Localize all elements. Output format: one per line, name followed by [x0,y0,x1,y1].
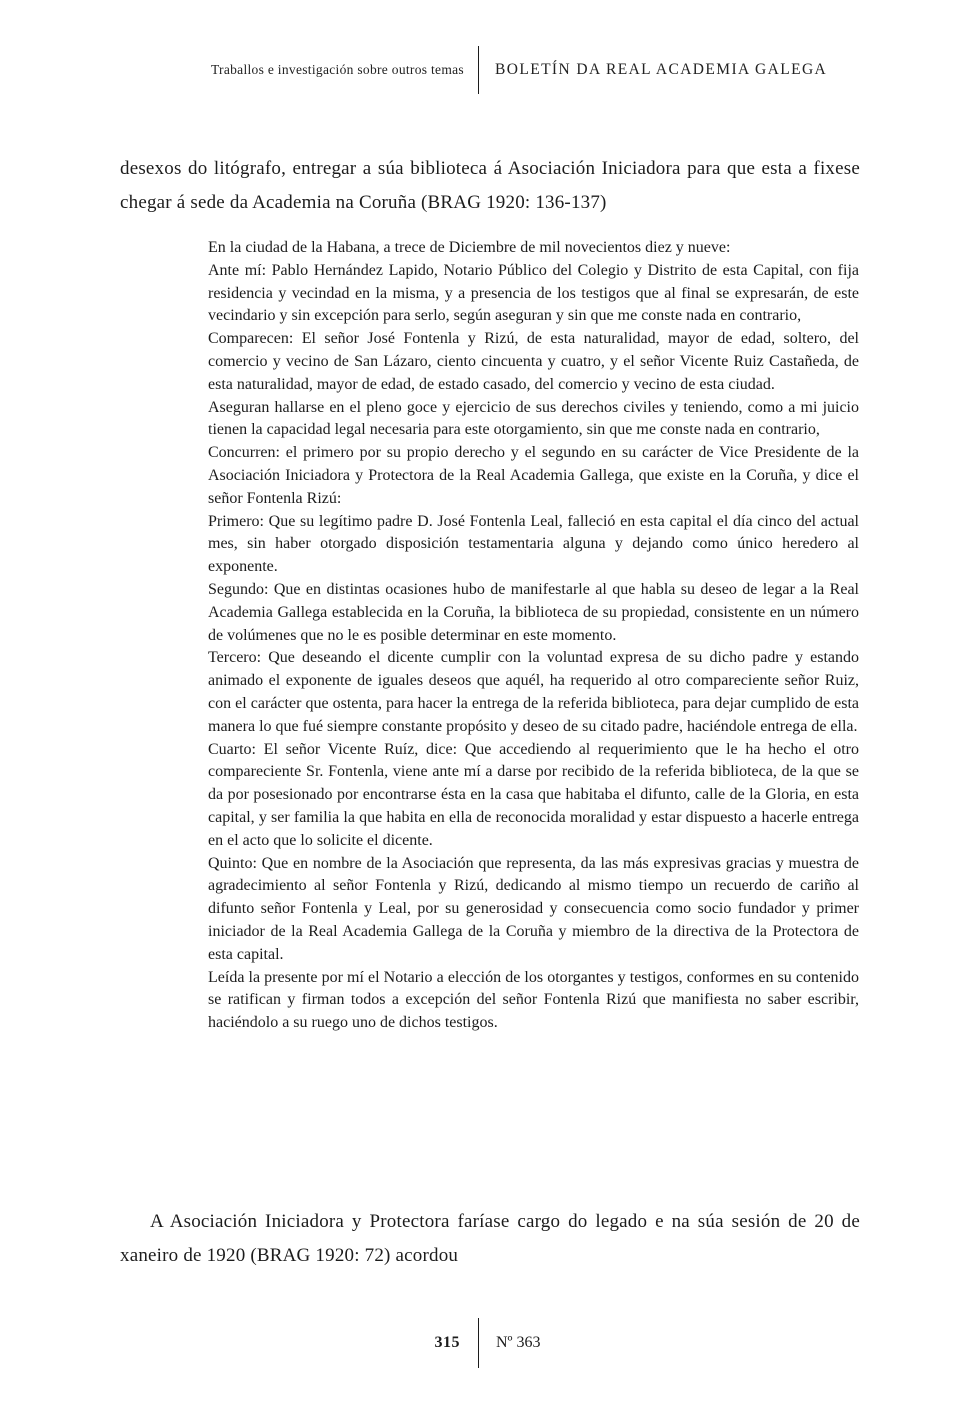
intro-paragraph: desexos do litógrafo, entregar a súa biblioteca á Asociación Iniciadora para que esta a fixese chegar á sede da Academia na Coruña (BRAG 1920: 136-137) [120,158,860,213]
quote-paragraph: Ante mí: Pablo Hernández Lapido, Notario Público del Colegio y Distrito de esta Capital, con fija residencia y vecindad en la misma, y a presencia de los testigos que al final se expresarán, de este vecindario y sin excepción para serlo, según aseguran y sin que me conste nada en contrario, [208,261,859,325]
section-title: Traballos e investigación sobre outros temas [210,62,464,77]
quote-paragraph: Tercero: Que deseando el dicente cumplir con la voluntad expresa de su dicho padre y estando animado el exponente de iguales deseos que aquél, ha requerido al otro compareciente señor Ruiz, con el carácter que ostenta, para hacer la entrega de la referida biblioteca, para dejar cumplido de esta manera lo que fué siempre constante propósito y deseo de su citado padre, haciéndole entrega de ella. [208,649,859,735]
closing-paragraph: A Asociación Iniciadora y Protectora faríase cargo do legado e na súa sesión de 20 de xaneiro de 1920 (BRAG 1920: 72) acordou [120,1211,860,1266]
issue-number: Nº 363 [496,1334,541,1351]
quote-paragraph: Aseguran hallarse en el pleno goce y ejercicio de sus derechos civiles y teniendo, como a mi juicio tienen la capacidad legal necesaria para este otorgamiento, sin que me conste nada en contrario, [208,398,859,439]
quote-paragraph: En la ciudad de la Habana, a trece de Diciembre de mil novecientos diez y nueve: [208,239,731,256]
quote-paragraph: Quinto: Que en nombre de la Asociación que representa, da las más expresivas gracias y muestra de agradecimiento al señor Fontenla y Rizú, dedicando al mismo tiempo un recuerdo de cariño al difunto señor Fontenla y Leal, por su generosidad y consecuencia como socio fundador y primer iniciador de la Real Academia Gallega de la Coruña y miembro de la directiva de la Protectora de esta capital. [208,854,859,963]
page-number: 315 [434,1334,460,1351]
page-footer [0,1318,975,1368]
quote-paragraph: Leída la presente por mí el Notario a elección de los otorgantes y testigos, conformes en su contenido se ratifican y firman todos a excepción del señor Fontenla Rizú que manifiesta no saber escribir, haciéndolo a su ruego uno de dichos testigos. [208,968,859,1032]
notarial-block-quote [208,237,859,1035]
journal-title: BOLETÍN DA REAL ACADEMIA GALEGA [495,61,828,78]
quote-paragraph: Segundo: Que en distintas ocasiones hubo de manifestarle al que habla su deseo de legar a la Real Academia Gallega establecida en la Coruña, la biblioteca de su propiedad, consistente en un número de volúmenes que no le es posible determinar en este momento. [208,580,859,644]
quote-paragraph: Primero: Que su legítimo padre D. José Fontenla Leal, falleció en esta capital el día cinco del actual mes, sin haber otorgado disposición testamentaria alguna y dejando como único heredero al exponente. [208,512,859,576]
quote-paragraph: Comparecen: El señor José Fontenla y Rizú, de esta naturalidad, mayor de edad, soltero, del comercio y vecino de San Lázaro, ciento cincuenta y cuatro, y el señor Vicente Ruiz Castañeda, de esta naturalidad, mayor de edad, de estado casado, del comercio y vecino de esta ciudad. [208,330,859,393]
running-header [0,46,975,94]
quote-paragraph: Concurren: el primero por su propio derecho y el segundo en su carácter de Vice Presidente de la Asociación Iniciadora y Protectora de la Real Academia Gallega, que existe en la Coruña, y dice el señor Fontenla Rizú: [208,444,859,507]
quote-paragraph: Cuarto: El señor Vicente Ruíz, dice: Que accediendo al requerimiento que le ha hecho el otro compareciente Sr. Fontenla, viene ante mí a darse por recibido de la referida biblioteca, de la que se da por posesionado por encontrarse ésta en la casa que habitaba el difunto, calle de la Gloria, en esta capital, y ser familia la que habita en ella de reconocida moralidad y estar dispuesto a hacerle entrega en el acto que lo solicite el dicente. [208,740,859,849]
